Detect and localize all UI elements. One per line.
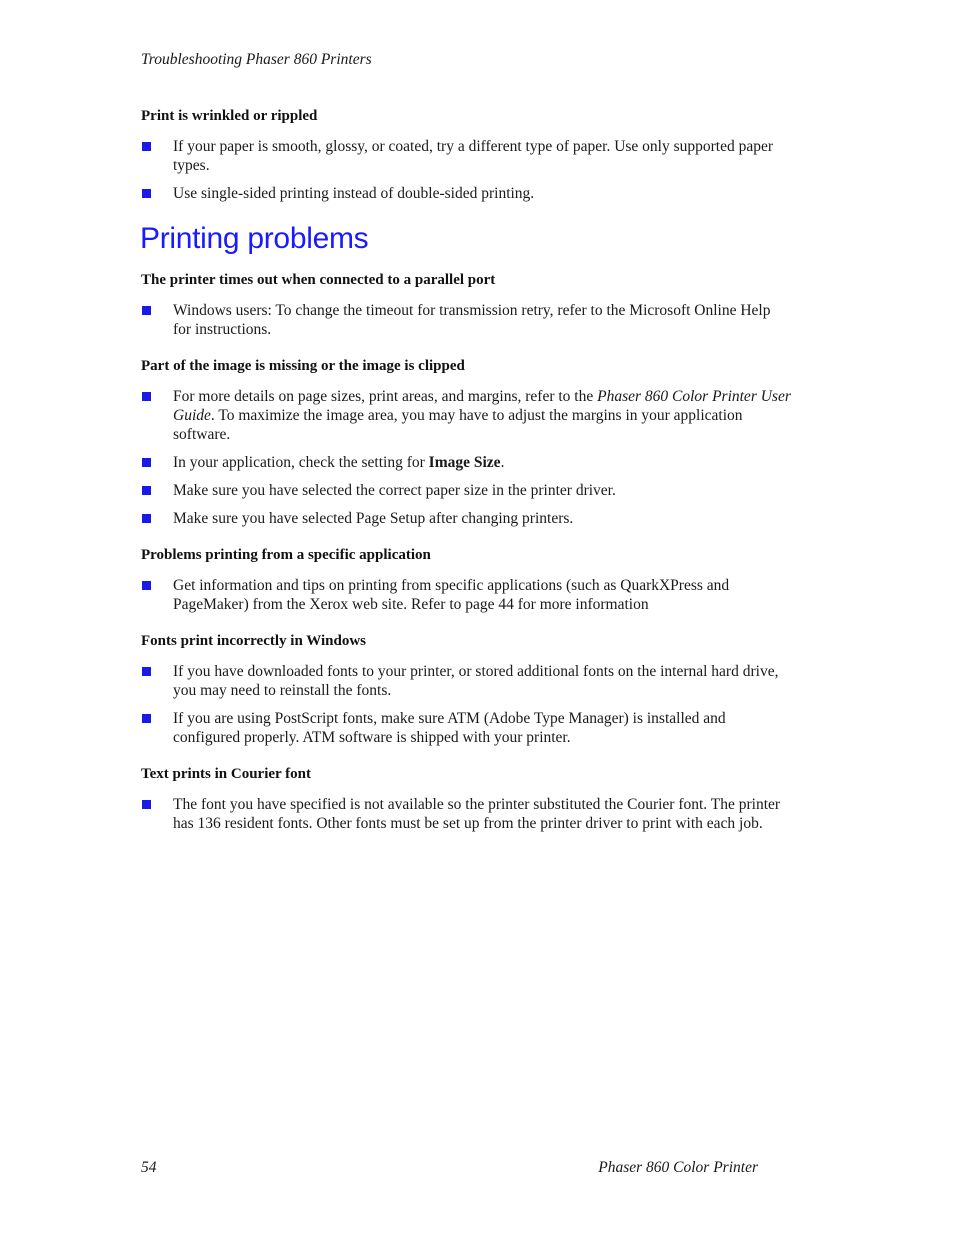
square-bullet-icon [142,581,151,590]
square-bullet-icon [142,486,151,495]
list-item-text: If you have downloaded fonts to your printer, or stored additional fonts on the internal hard drive, you may need to reinstall the fonts. [173,663,779,699]
section [141,765,791,833]
square-bullet-icon [142,306,151,315]
list-item-text: The font you have specified is not available so the printer substituted the Courier font. The printer has 136 resident fonts. Other fonts must be set up from the printer driver to print with each job. [173,796,781,832]
bullet-list [141,301,791,339]
chapter-title: Printing problems [140,222,369,255]
section-heading: Print is wrinkled or rippled [141,108,318,124]
square-bullet-icon [142,142,151,151]
bullet-list [141,576,791,614]
list-item-text: If you are using PostScript fonts, make sure ATM (Adobe Type Manager) is installed and configured properly. ATM software is shipped with your printer. [173,710,726,746]
list-item [141,509,791,528]
list-item [141,453,791,472]
list-item [141,795,791,833]
section [141,107,791,203]
bullet-list [141,662,791,747]
section [141,271,791,339]
list-item-text: Use single-sided printing instead of double-sided printing. [173,185,535,202]
section-heading: The printer times out when connected to a parallel port [141,272,496,288]
list-item [141,481,791,500]
list-item [141,662,791,700]
list-item-text: Make sure you have selected Page Setup after changing printers. [173,510,574,527]
list-item-text: Make sure you have selected the correct paper size in the printer driver. [173,482,616,499]
section [141,357,791,528]
square-bullet-icon [142,800,151,809]
list-item [141,576,791,614]
section-heading: Problems printing from a specific application [141,547,431,563]
section [141,546,791,614]
square-bullet-icon [142,514,151,523]
list-item [141,709,791,747]
running-header: Troubleshooting Phaser 860 Printers [141,51,372,68]
list-item [141,387,791,444]
list-item [141,184,791,203]
main-sections [141,271,791,833]
top-sections [141,107,791,203]
list-item-text-tail: . To maximize the image area, you may have to adjust the margins in your application software. [173,407,743,443]
section-heading: Part of the image is missing or the image is clipped [141,358,465,374]
list-item-text: If your paper is smooth, glossy, or coated, try a different type of paper. Use only supported paper types. [173,138,774,174]
page-content [141,107,791,851]
list-item-text: Windows users: To change the timeout for transmission retry, refer to the Microsoft Online Help for instructions. [173,302,771,338]
bullet-list [141,387,791,528]
list-item [141,137,791,175]
list-item-text: In your application, check the setting for [173,454,429,471]
square-bullet-icon [142,392,151,401]
section-heading: Fonts print incorrectly in Windows [141,633,367,649]
list-item-text-tail: . [500,454,505,471]
square-bullet-icon [142,189,151,198]
bullet-list [141,137,791,203]
list-item-text: For more details on page sizes, print areas, and margins, refer to the [173,388,598,405]
bullet-list [141,795,791,833]
section [141,632,791,747]
page-number: 54 [141,1159,157,1176]
list-item [141,301,791,339]
section-heading: Text prints in Courier font [141,766,312,782]
square-bullet-icon [142,714,151,723]
footer-product-name: Phaser 860 Color Printer [598,1159,758,1176]
square-bullet-icon [142,667,151,676]
setting-name: Image Size [428,454,501,471]
document-title-reference: Phaser 860 Color Printer User Guide [173,388,791,424]
square-bullet-icon [142,458,151,467]
list-item-text: Get information and tips on printing from specific applications (such as QuarkXPress and PageMaker) from the Xerox web site. Refer to page 44 for more information [173,577,730,613]
